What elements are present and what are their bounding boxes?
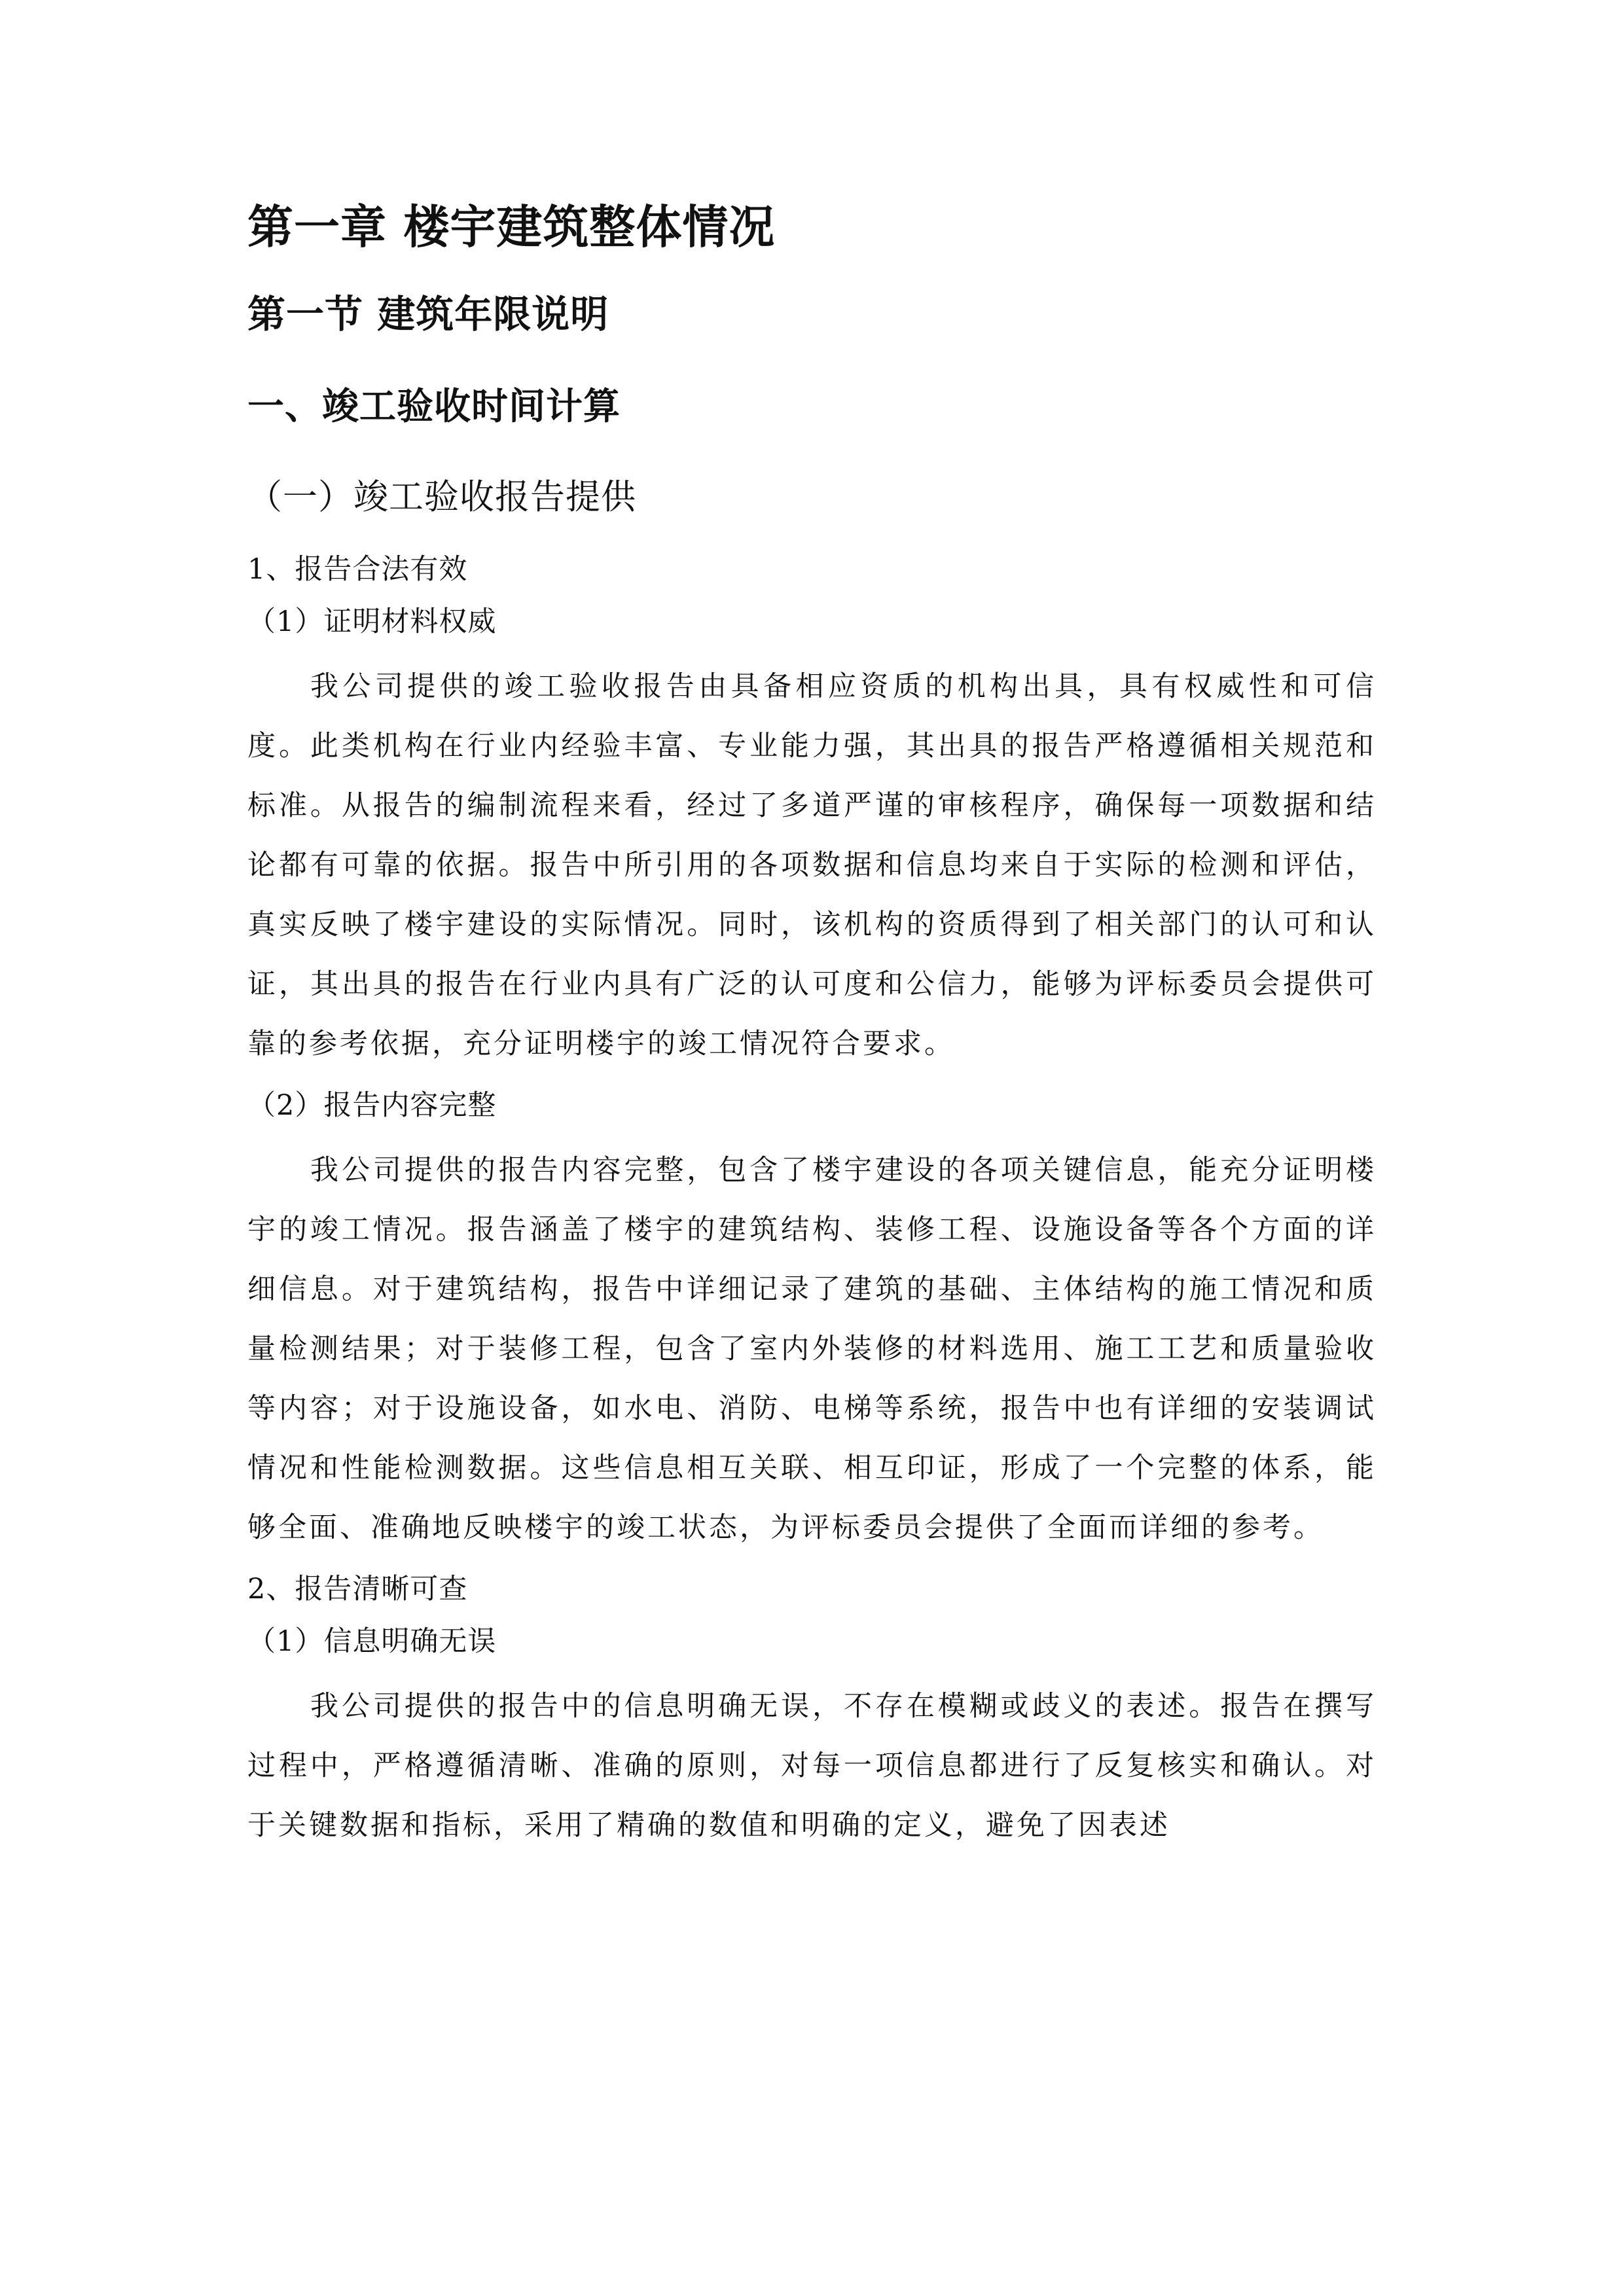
item-1-1-title: （1）证明材料权威 — [247, 605, 497, 638]
sub-title: （一）竣工验收报告提供 — [247, 477, 636, 517]
item-2-1-title: （1）信息明确无误 — [247, 1625, 497, 1658]
item-2-title: 2、报告清晰可查 — [247, 1573, 468, 1605]
item-1-1-paragraph: 我公司提供的竣工验收报告由具备相应资质的机构出具，具有权威性和可信度。此类机构在行业内经验丰富、专业能力强，其出具的报告严格遵循相关规范和标准。从报告的编制流程来看，经过了多道严谨的审核程序，确保每一项数据和结论都有可靠的依据。报告中所引用的各项数据和信息均来自于实际的检测和评估，真实反映了楼宇建设的实际情况。同时，该机构的资质得到了相关部门的认可和认证，其出具的报告在行业内具有广泛的认可度和公信力，能够为评标委员会提供可靠的参考依据，充分证明楼宇的竣工情况符合要求。 — [247, 670, 1377, 1060]
section-title: 第一节 建筑年限说明 — [247, 292, 609, 336]
chapter-title: 第一章 楼宇建筑整体情况 — [247, 200, 776, 254]
part-title: 一、竣工验收时间计算 — [247, 386, 621, 428]
item-1-2-paragraph: 我公司提供的报告内容完整，包含了楼宇建设的各项关键信息，能充分证明楼宇的竣工情况。报告涵盖了楼宇的建筑结构、装修工程、设施设备等各个方面的详细信息。对于建筑结构，报告中详细记录了建筑的基础、主体结构的施工情况和质量检测结果；对于装修工程，包含了室内外装修的材料选用、施工工艺和质量验收等内容；对于设施设备，如水电、消防、电梯等系统，报告中也有详细的安装调试情况和性能检测数据。这些信息相互关联、相互印证，形成了一个完整的体系，能够全面、准确地反映楼宇的竣工状态，为评标委员会提供了全面而详细的参考。 — [247, 1154, 1377, 1544]
item-1-2-title: （2）报告内容完整 — [247, 1089, 497, 1122]
document-page — [247, 196, 1377, 2258]
item-2-1-paragraph: 我公司提供的报告中的信息明确无误，不存在模糊或歧义的表述。报告在撰写过程中，严格遵循清晰、准确的原则，对每一项信息都进行了反复核实和确认。对于关键数据和指标，采用了精确的数值和明确的定义，避免了因表述 — [247, 1690, 1377, 1842]
item-1-title: 1、报告合法有效 — [247, 553, 468, 586]
